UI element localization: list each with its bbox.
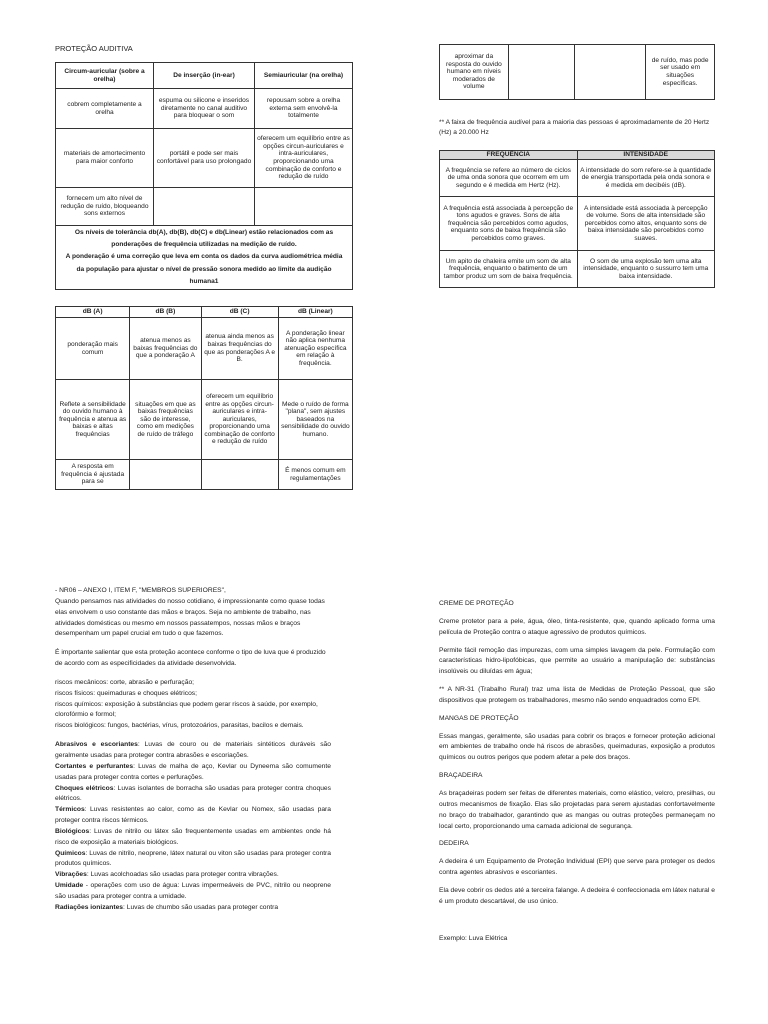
paragraph: A dedeira é um Equipamento de Proteção Individual (EPI) que serve para proteger os dedos contra agentes abrasivos e escoriantes. — [439, 858, 715, 877]
table-cell: portátil e pode ser mais confortável para uso prolongado — [154, 129, 255, 188]
list-item: riscos biológicos: fungos, bactérias, vírus, protozoários, parasitas, bacilos e demais. — [55, 722, 304, 730]
table-header: Semiauricular (na orelha) — [254, 63, 352, 89]
term: Térmicos — [55, 806, 85, 814]
table-cell: A intensidade do som refere-se à quantidade de energia transportada pela onda sonora e é medida em decibéis (dB). — [577, 160, 715, 197]
table-header: De inserção (in-ear) — [154, 63, 255, 89]
definition: - operações com uso de água: Luvas impermeáveis de PVC, nitrilo ou neoprene são usadas para proteger contra a umidade. — [55, 882, 331, 900]
table-cell: A resposta em frequência é ajustada para se — [56, 460, 130, 490]
list-item: riscos químicos: exposição à substâncias que podem gerar riscos à saúde, por exemplo, clorofórmio e formol; — [55, 700, 318, 719]
table-header: dB (C) — [201, 307, 278, 318]
list-item — [55, 740, 331, 762]
table-header: dB (B) — [130, 307, 201, 318]
term: Químicos — [55, 849, 86, 857]
term: Choques elétricos — [55, 784, 114, 792]
left-column — [55, 586, 331, 914]
definition: : Luvas de nitrilo ou látex são frequentemente usadas em ambientes onde há risco de exposição a materiais biológicos. — [55, 827, 331, 846]
table-cell: ponderação mais comum — [56, 318, 130, 380]
table-cell — [201, 460, 278, 490]
table-cell: cobrem completamente a orelha — [56, 89, 154, 129]
term: Vibrações — [55, 871, 87, 879]
section-heading: BRAÇADEIRA — [439, 772, 483, 780]
list-item — [55, 849, 331, 871]
table-cell: atenua ainda menos as baixas frequências do que as ponderações A e B. — [201, 318, 278, 380]
paragraph: As braçadeiras podem ser feitas de diferentes materiais, como elástico, velcro, presilhas, ou outros mecanismos de fixação. Elas são projetadas para serem ajustadas confortavelmente no braço do trabalhador, garantindo que as mangas ou outras proteções permaneçam no local certo, proporcionando uma camada adicional de segurança. — [439, 789, 715, 830]
list-item — [55, 903, 331, 914]
table-header: Circum-auricular (sobre a orelha) — [56, 63, 154, 89]
table-cell: espuma ou silicone e inseridos diretamente no canal auditivo para bloquear o som — [154, 89, 255, 129]
table-header: FREQUÊNCIA — [440, 151, 578, 160]
paragraph: É importante salientar que esta proteção acontece conforme o tipo de luva que é produzido de acordo com as especificidades da atividade desenvolvida. — [55, 649, 326, 668]
paragraph: Quando pensamos nas atividades do nosso cotidiano, é impressionante como quase todas elas envolvem o uso constante das mãos e braços. Seja no ambiente de trabalho, nas atividades domésticas ou mesmo em nossos passatempos, nossas mãos e braços desempenham um papel crucial em tudo o que fazemos. — [55, 597, 325, 638]
definition: : Luvas resistentes ao calor, como as de Kevlar ou Nomex, são usadas para proteger contra riscos térmicos. — [55, 806, 331, 825]
definition: : Luvas isolantes de borracha são usadas para proteger contra choques elétricos. — [55, 784, 331, 803]
paragraph: Essas mangas, geralmente, são usadas para cobrir os braços e fornecer proteção adicional em ambientes de trabalho onde há riscos de abrasões, queimaduras, exposição a produtos químicos ou outros perigos que podem afetar a pele dos braços. — [439, 732, 715, 762]
table-cell: É menos comum em regulamentações — [278, 460, 352, 490]
table-cell — [254, 188, 352, 226]
term: Biológicos — [55, 827, 90, 835]
list-item — [55, 870, 331, 881]
risk-list — [55, 678, 331, 732]
list-item — [55, 805, 331, 827]
table-cell: O som de uma explosão tem uma alta intensidade, enquanto o sussurro tem uma baixa intensidade. — [577, 251, 715, 288]
weighting-definition: A ponderação é uma correção que leva em conta os dados da curva audiométrica média da população para ajustar o nível de pressão sonora medido ao limite da audição humana1 — [65, 253, 343, 285]
table-cell: fornecem um alto nível de redução de ruído, bloqueando sons externos — [56, 188, 154, 226]
table-cell: oferecem um equilíbrio entre as opções circun-auriculares e intra-auriculares, proporcionando uma combinação de conforto e redução de ruído — [254, 129, 352, 188]
definition: : Luvas de nitrilo, neoprene, látex natural ou viton são usadas para proteger contra produtos químicos. — [55, 849, 331, 868]
table-cell: situações em que as baixas frequências são de interesse, como em medições de ruído de tráfego — [130, 380, 201, 460]
table-cell: Um apito de chaleira emite um som de alta frequência, enquanto o batimento de um tambor produz um som de baixa frequência. — [440, 251, 578, 288]
glove-list — [55, 740, 331, 914]
table-cell — [154, 188, 255, 226]
term: Umidade — [55, 882, 84, 890]
list-item: riscos físicos: queimaduras e choques elétricos; — [55, 689, 197, 697]
example-label: Exemplo: Luva Elétrica — [439, 934, 508, 942]
frequency-intensity-table — [439, 150, 715, 288]
list-item — [55, 784, 331, 806]
definition: : Luvas acolchoadas são usadas para proteger contra vibrações. — [86, 871, 279, 879]
list-item — [55, 827, 331, 849]
paragraph: Permite fácil remoção das impurezas, com uma simples lavagem da pele. Formulação com características hidro-lipofóbicas, que permite ao usuário a manipulação de: substâncias insolúveis ou diluídas em água; — [439, 646, 715, 676]
table-header: dB (Linear) — [278, 307, 352, 318]
table-cell: materiais de amortecimento para maior conforto — [56, 129, 154, 188]
section-heading: CREME DE PROTEÇÃO — [439, 600, 514, 607]
db-weighting-table — [55, 306, 353, 490]
list-item — [55, 762, 331, 784]
section-heading: DEDEIRA — [439, 840, 469, 848]
protector-types-table — [55, 62, 353, 290]
list-item: riscos mecânicos: corte, abrasão e perfuração; — [55, 678, 195, 686]
section-heading: MANGAS DE PROTEÇÃO — [439, 714, 519, 722]
table-header: dB (A) — [56, 307, 130, 318]
db-weighting-table-continued — [439, 44, 715, 100]
table-cell: A frequência está associada à percepção de tons agudos e graves. Sons de alta frequência são percebidos como agudos, enquanto sons de baixa frequência são percebidos como graves. — [440, 197, 578, 251]
table-cell: A intensidade está associada à percepção de volume. Sons de alta intensidade são percebidos como altos, enquanto sons de baixa intensidade são percebidos como suaves. — [577, 197, 715, 251]
table-cell: aproximar da resposta do ouvido humano em níveis moderados de volume — [440, 45, 509, 100]
table-cell: oferecem um equilíbrio entre as opções circun-auriculares e intra-auriculares, proporcionando uma combinação de conforto e redução de ruído — [201, 380, 278, 460]
term: Abrasivos e escoriantes — [55, 741, 138, 749]
term: Radiações ionizantes — [55, 903, 124, 911]
table-cell: Mede o ruído de forma "plana", sem ajustes baseados na sensibilidade do ouvido humano. — [278, 380, 352, 460]
table-cell: repousam sobre a orelha externa sem envolvê-la totalmente — [254, 89, 352, 129]
definition: : Luvas de chumbo são usadas para proteger contra — [123, 903, 279, 911]
list-item — [55, 881, 331, 903]
table-cell: A ponderação linear não aplica nenhuma atenuação específica em relação à frequência. — [278, 318, 352, 380]
right-column — [439, 599, 715, 951]
table-cell — [508, 45, 574, 100]
table-cell: atenua menos as baixas frequências do que a ponderação A — [130, 318, 201, 380]
paragraph: ** A NR-31 (Trabalho Rural) traz uma lista de Medidas de Proteção Pessoal, que são dispositivos que protegem os trabalhadores, mesmo não sendo enquadrados como EPI. — [439, 686, 715, 704]
section-heading: - NR06 – ANEXO I, ITEM F, "MEMBROS SUPERIORES", — [55, 587, 226, 594]
table-cell — [130, 460, 201, 490]
table-cell — [574, 45, 646, 100]
paragraph: Creme protetor para a pele, água, óleo, tinta-resistente, que, quando aplicado forma uma película de Proteção contra o ataque agressivo de produtos químicos. — [439, 617, 715, 636]
weighting-note: Os níveis de tolerância db(A), db(B), db(C) e db(Linear) estão relacionados com as ponderações de frequência utilizadas na medição de ruído. — [74, 229, 334, 249]
page-title: PROTEÇÃO AUDITIVA — [55, 44, 133, 53]
table-cell: de ruído, mas pode ser usado em situações específicas. — [646, 45, 715, 100]
term: Cortantes e perfurantes — [55, 762, 134, 770]
table-cell: A frequência se refere ao número de ciclos de uma onda sonora que ocorrem em um segundo e é medida em Hertz (Hz). — [440, 160, 578, 197]
paragraph: Ela deve cobrir os dedos até a terceira falange. A dedeira é confeccionada em látex natural e é um produto descartável, de uso único. — [439, 886, 715, 905]
table-cell: Reflete a sensibilidade do ouvido humano à frequência e atenua as baixas e altas frequências — [56, 380, 130, 460]
table-header: INTENSIDADE — [577, 151, 715, 160]
definition: : Luvas de malha de aço, Kevlar ou Dyneema são comumente usadas para proteger contra cortes e perfurações. — [55, 762, 331, 781]
definition: : Luvas de couro ou de materiais sintéticos duráveis são geralmente usadas para proteger contra abrasões e escoriações. — [55, 741, 331, 759]
frequency-range-note: ** A faixa de frequência audível para a maioria das pessoas é aproximadamente de 20 Hertz (Hz) a 20.000 Hz — [439, 119, 710, 137]
